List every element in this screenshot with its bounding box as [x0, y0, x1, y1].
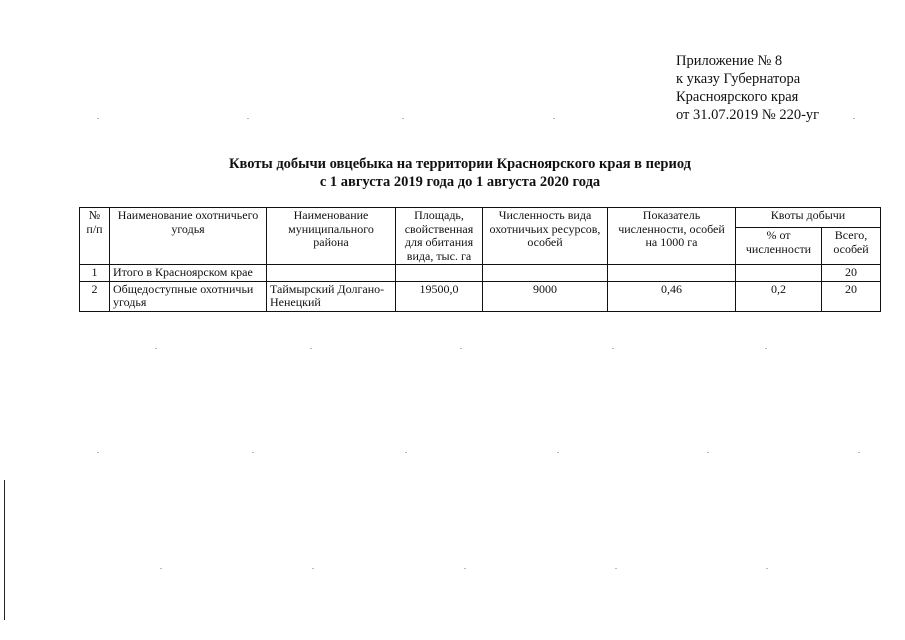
scan-speck: [553, 118, 555, 119]
cell-density: [608, 265, 736, 282]
cell-ground: Итого в Красноярском крае: [110, 265, 267, 282]
cell-area: [396, 265, 483, 282]
scan-speck: [615, 568, 617, 569]
header-district: Наименование муниципального района: [267, 208, 396, 265]
scan-speck: [765, 348, 767, 349]
cell-quota-percent: [736, 265, 822, 282]
cell-district: [267, 265, 396, 282]
scan-speck: [155, 348, 157, 349]
cell-population: [483, 265, 608, 282]
title-line-2: с 1 августа 2019 года до 1 августа 2020 года: [319, 174, 601, 190]
header-quota-total: Всего, особей: [822, 228, 881, 265]
scan-speck: [312, 568, 314, 569]
scan-speck: [612, 348, 614, 349]
appendix-date: от 31.07.2019 № 220-уг: [676, 107, 820, 123]
cell-num: 1: [80, 265, 110, 282]
scan-speck: [557, 452, 559, 453]
cell-quota-percent: 0,2: [736, 281, 822, 311]
header-quota-percent: % от численности: [736, 228, 822, 265]
cell-quota-total: 20: [822, 265, 881, 282]
table-row: [80, 281, 881, 311]
scan-speck: [310, 348, 312, 349]
cell-population: 9000: [483, 281, 608, 311]
scan-speck: [402, 118, 404, 119]
cell-quota-total: 20: [822, 281, 881, 311]
header-row-1: [80, 208, 881, 228]
scan-speck: [247, 118, 249, 119]
cell-district: Таймырский Долгано-Ненецкий: [267, 281, 396, 311]
header-num: № п/п: [80, 208, 110, 265]
title-line-1: Квоты добычи овцебыка на территории Красноярского края в период: [228, 156, 692, 172]
scan-speck: [853, 118, 855, 119]
scan-speck: [252, 452, 254, 453]
document-title: [190, 155, 730, 191]
header-density: Показатель численности, особей на 1000 га: [608, 208, 736, 265]
cell-area: 19500,0: [396, 281, 483, 311]
appendix-block: [676, 52, 819, 124]
scan-speck: [97, 452, 99, 453]
cell-density: 0,46: [608, 281, 736, 311]
quota-table: [79, 207, 881, 312]
scan-speck: [97, 118, 99, 119]
header-ground: Наименование охотничьего угодья: [110, 208, 267, 265]
scan-speck: [707, 452, 709, 453]
scan-speck: [460, 348, 462, 349]
appendix-decree-ref: к указу Губернатора: [676, 71, 801, 87]
table-row: [80, 265, 881, 282]
cell-num: 2: [80, 281, 110, 311]
appendix-number: Приложение № 8: [676, 53, 783, 69]
scan-speck: [405, 452, 407, 453]
scan-speck: [858, 452, 860, 453]
header-population: Численность вида охотничьих ресурсов, особей: [483, 208, 608, 265]
scan-speck: [766, 568, 768, 569]
header-area: Площадь, свойственная для обитания вида, тыс. га: [396, 208, 483, 265]
header-quota-group: Квоты добычи: [736, 208, 881, 228]
scan-speck: [160, 568, 162, 569]
cell-ground: Общедоступные охотничьи угодья: [110, 281, 267, 311]
scan-margin-line: [4, 480, 5, 620]
appendix-region: Красноярского края: [676, 89, 799, 105]
scan-speck: [464, 568, 466, 569]
